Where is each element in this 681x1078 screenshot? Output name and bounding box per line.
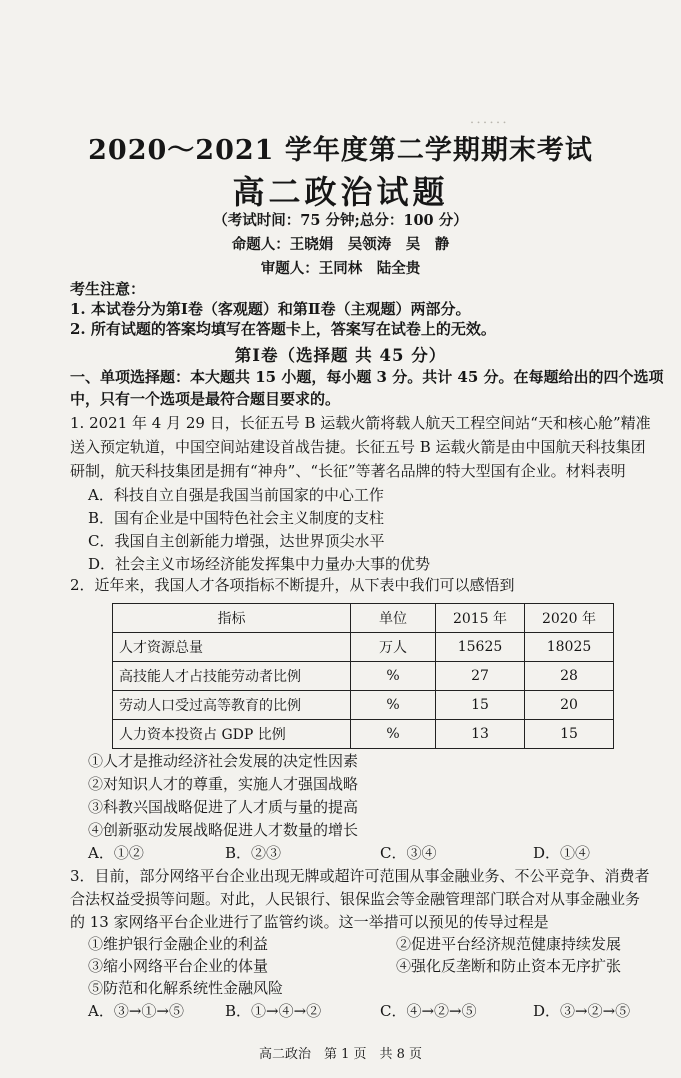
q3-statement: ⑤防范和化解系统性金融风险 — [88, 979, 284, 997]
q2-statement: ①人才是推动经济社会发展的决定性因素 — [88, 752, 359, 770]
table-cell: 18025 — [525, 633, 614, 662]
table-header-cell: 单位 — [351, 604, 436, 633]
page-footer: 高二政治 第 1 页 共 8 页 — [258, 1047, 423, 1062]
q1-option-d: D．社会主义市场经济能发挥集中力量办大事的优势 — [88, 555, 431, 573]
table-cell: % — [351, 662, 436, 691]
table-cell: 20 — [525, 691, 614, 720]
table-row — [113, 633, 614, 662]
q3-choice-c: C．④→②→⑤ — [380, 1002, 477, 1020]
q3-stem: 合法权益受损等问题。对此，人民银行、银保监会等金融管理部门联合对从事金融业务 — [70, 890, 641, 908]
q1-option-c: C．我国自主创新能力增强，达世界顶尖水平 — [88, 532, 385, 550]
q3-choice-d: D．③→②→⑤ — [533, 1002, 631, 1020]
q3-statement: ②促进平台经济规范健康持续发展 — [396, 935, 622, 953]
q3-statement: ①维护银行金融企业的利益 — [88, 935, 269, 953]
table-cell: 高技能人才占技能劳动者比例 — [113, 662, 351, 691]
table-cell: 15625 — [436, 633, 525, 662]
reviewers: 审题人：王同林 陆全贵 — [260, 260, 421, 277]
q1-stem: 1. 2021 年 4 月 29 日，长征五号 B 运载火箭将载人航天工程空间站“天和核心舱”精准 — [70, 414, 651, 432]
table-cell: 万人 — [351, 633, 436, 662]
q2-statement: ③科教兴国战略促进了人才质与量的提高 — [88, 798, 359, 816]
notice-item: 2. 所有试题的答案均填写在答题卡上，答案写在试卷上的无效。 — [70, 320, 496, 338]
table-cell: % — [351, 691, 436, 720]
section-title: 第Ⅰ卷（选择题 共 45 分） — [234, 346, 447, 365]
q3-choice-a: A．③→①→⑤ — [88, 1002, 184, 1020]
table-header-cell: 2020 年 — [525, 604, 614, 633]
q2-stem: 2．近年来，我国人才各项指标不断提升，从下表中我们可以感悟到 — [70, 576, 515, 594]
table-header-cell: 指标 — [113, 604, 351, 633]
q2-statement: ②对知识人才的尊重，实施人才强国战略 — [88, 775, 359, 793]
q3-stem: 的 13 家网络平台企业进行了监管约谈。这一举措可以预见的传导过程是 — [70, 913, 549, 931]
table-cell: 15 — [525, 720, 614, 749]
q3-choice-b: B．①→④→② — [225, 1002, 322, 1020]
table-row — [113, 691, 614, 720]
q3-statement: ③缩小网络平台企业的体量 — [88, 957, 269, 975]
table-cell: 15 — [436, 691, 525, 720]
section-instruction: 一、单项选择题：本大题共 15 小题，每小题 3 分。共计 45 分。在每题给出的四个选项 — [70, 368, 664, 386]
section-instruction: 中，只有一个选项是最符合题目要求的。 — [70, 390, 341, 408]
bleed-through-text: ．．．．．． — [470, 112, 516, 127]
table-cell: 28 — [525, 662, 614, 691]
table-row — [113, 662, 614, 691]
q1-option-a: A．科技自立自强是我国当前国家的中心工作 — [88, 486, 384, 504]
table-header-row — [113, 604, 614, 633]
table-cell: % — [351, 720, 436, 749]
q2-choice-b: B．②③ — [225, 844, 282, 862]
q1-stem: 送入预定轨道，中国空间站建设首战告捷。长征五号 B 运载火箭是由中国航天科技集团 — [70, 438, 646, 456]
notice-heading: 考生注意： — [70, 280, 146, 298]
table-cell: 13 — [436, 720, 525, 749]
q2-choice-c: C．③④ — [380, 844, 437, 862]
talent-indicator-table — [112, 603, 614, 749]
q2-statement: ④创新驱动发展战略促进人才数量的增长 — [88, 821, 359, 839]
q1-option-b: B．国有企业是中国特色社会主义制度的支柱 — [88, 509, 385, 527]
subject-title: 高二政治试题 — [232, 173, 449, 211]
table-cell: 人才资源总量 — [113, 633, 351, 662]
q3-statement: ④强化反垄断和防止资本无序扩张 — [396, 957, 622, 975]
table-cell: 劳动人口受过高等教育的比例 — [113, 691, 351, 720]
table-header-cell: 2015 年 — [436, 604, 525, 633]
table-cell: 27 — [436, 662, 525, 691]
q1-stem: 研制，航天科技集团是拥有“神舟”、“长征”等著名品牌的特大型国有企业。材料表明 — [70, 462, 626, 480]
exam-title: 2020～2021 学年度第二学期期末考试 — [88, 135, 593, 166]
exam-info: （考试时间：75 分钟;总分：100 分） — [213, 212, 468, 229]
q2-choice-d: D．①④ — [533, 844, 591, 862]
q2-choice-a: A．①② — [88, 844, 144, 862]
table-row — [113, 720, 614, 749]
q3-stem: 3．目前，部分网络平台企业出现无牌或超许可范围从事金融业务、不公平竞争、消费者 — [70, 867, 650, 885]
table-cell: 人力资本投资占 GDP 比例 — [113, 720, 351, 749]
setters: 命题人：王晓娟 吴领涛 吴 静 — [231, 236, 450, 253]
notice-item: 1. 本试卷分为第Ⅰ卷（客观题）和第Ⅱ卷（主观题）两部分。 — [70, 300, 471, 318]
